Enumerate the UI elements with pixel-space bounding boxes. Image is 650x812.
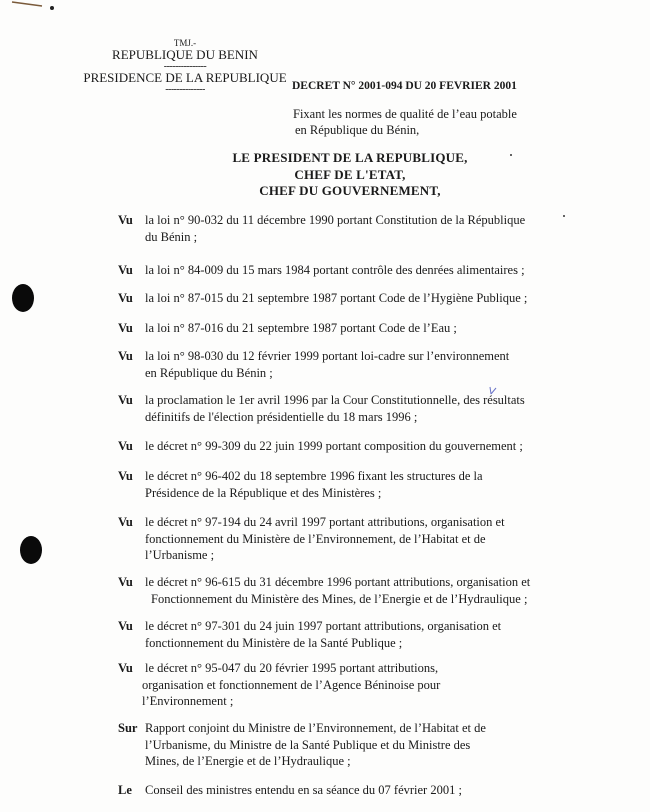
consideration-text: la loi n° 87-016 du 21 septembre 1987 portant Code de l’Eau ;	[145, 321, 457, 335]
consideration-text: le décret n° 99-309 du 22 juin 1999 portant composition du gouvernement ;	[145, 439, 523, 453]
authority-line: CHEF DU GOUVERNEMENT,	[259, 183, 441, 198]
consideration-entry	[118, 660, 440, 710]
consideration-text: organisation et fonctionnement de l’Agence Béninoise pour	[142, 677, 441, 692]
decree-title: DECRET N° 2001-094 DU 20 FEVRIER 2001	[292, 80, 517, 92]
consideration-text: Présidence de la République et des Ministères ;	[145, 485, 382, 500]
consideration-text: la loi n° 87-015 du 21 septembre 1987 portant Code de l’Hygiène Publique ;	[145, 291, 528, 305]
authority-heading	[180, 150, 520, 200]
punch-hole-top	[12, 284, 34, 312]
consideration-entry	[118, 438, 523, 455]
consideration-entry	[118, 574, 530, 607]
consideration-text: le décret n° 97-301 du 24 juin 1997 portant attributions, organisation et	[145, 619, 502, 633]
consideration-text: le décret n° 96-402 du 18 septembre 1996 fixant les structures de la	[145, 469, 483, 483]
consideration-keyword: Vu	[118, 349, 133, 363]
consideration-text: Rapport conjoint du Ministre de l’Environnement, de l’Habitat et de	[145, 721, 486, 735]
reference-code: TMJ.-	[173, 38, 197, 48]
consideration-keyword: Vu	[118, 263, 133, 277]
consideration-text: fonctionnement du Ministère de l’Environnement, de l’Habitat et de	[145, 531, 486, 546]
consideration-keyword: Vu	[118, 393, 133, 407]
consideration-entry	[118, 720, 486, 770]
consideration-keyword: Vu	[118, 213, 133, 227]
consideration-text: le décret n° 95-047 du 20 février 1995 portant attributions,	[145, 661, 439, 675]
consideration-text: le décret n° 96-615 du 31 décembre 1996 portant attributions, organisation et	[145, 575, 531, 589]
issuing-authority-block	[60, 38, 310, 94]
consideration-keyword: Sur	[118, 721, 138, 735]
authority-line: LE PRESIDENT DE LA REPUBLIQUE,	[232, 150, 468, 165]
pen-stroke-mark	[10, 0, 55, 12]
consideration-text: fonctionnement du Ministère de la Santé Publique ;	[145, 635, 403, 650]
punch-hole-bottom	[20, 536, 42, 564]
consideration-text: la proclamation le 1er avril 1996 par la Cour Constitutionnelle, des résultats	[145, 393, 525, 407]
separator: --------------	[165, 84, 205, 95]
consideration-entry	[118, 392, 525, 425]
consideration-text: l’Urbanisme, du Ministre de la Santé Publique et du Ministre des	[145, 737, 471, 752]
consideration-text: l’Environnement ;	[142, 694, 234, 708]
decree-subject	[293, 106, 517, 138]
consideration-text: en République du Bénin ;	[145, 365, 273, 380]
consideration-text: la loi n° 84-009 du 15 mars 1984 portant contrôle des denrées alimentaires ;	[145, 263, 525, 277]
office-name: PRESIDENCE DE LA REPUBLIQUE	[83, 70, 287, 85]
consideration-text: la loi n° 98-030 du 12 février 1999 portant loi-cadre sur l’environnement	[145, 349, 510, 363]
consideration-keyword: Vu	[118, 619, 133, 633]
consideration-keyword: Le	[118, 783, 132, 797]
consideration-entry	[118, 290, 527, 307]
consideration-keyword: Vu	[118, 515, 133, 529]
country-name: REPUBLIQUE DU BENIN	[112, 47, 258, 62]
consideration-text: le décret n° 97-194 du 24 avril 1997 portant attributions, organisation et	[145, 515, 505, 529]
authority-line: CHEF DE L'ETAT,	[294, 166, 406, 182]
consideration-text: du Bénin ;	[145, 229, 198, 244]
decree-subject-line: Fixant les normes de qualité de l’eau potable	[293, 107, 517, 121]
consideration-text: Mines, de l’Energie et de l’Hydraulique ;	[145, 754, 351, 768]
consideration-entry	[118, 348, 509, 381]
consideration-text: définitifs de l'élection présidentielle du 18 mars 1996 ;	[145, 409, 418, 424]
consideration-entry	[118, 514, 505, 564]
consideration-keyword: Vu	[118, 575, 133, 589]
consideration-entry	[118, 320, 457, 337]
consideration-keyword: Vu	[118, 439, 133, 453]
separator: ---------------	[163, 61, 207, 72]
consideration-entry	[118, 212, 525, 245]
consideration-text: Conseil des ministres entendu en sa séance du 07 février 2001 ;	[145, 783, 462, 797]
consideration-text: la loi n° 90-032 du 11 décembre 1990 portant Constitution de la République	[145, 213, 526, 227]
consideration-entry	[118, 262, 525, 279]
consideration-text: Fonctionnement du Ministère des Mines, de l’Energie et de l’Hydraulique ;	[151, 591, 528, 606]
speck	[563, 215, 565, 217]
consideration-entry	[118, 618, 501, 651]
consideration-keyword: Vu	[118, 321, 133, 335]
consideration-entry	[118, 782, 462, 799]
decree-subject-line: en République du Bénin,	[295, 123, 420, 137]
consideration-keyword: Vu	[118, 469, 133, 483]
consideration-entry	[118, 468, 483, 501]
consideration-keyword: Vu	[118, 661, 133, 675]
consideration-text: l’Urbanisme ;	[145, 548, 215, 562]
consideration-keyword: Vu	[118, 291, 133, 305]
